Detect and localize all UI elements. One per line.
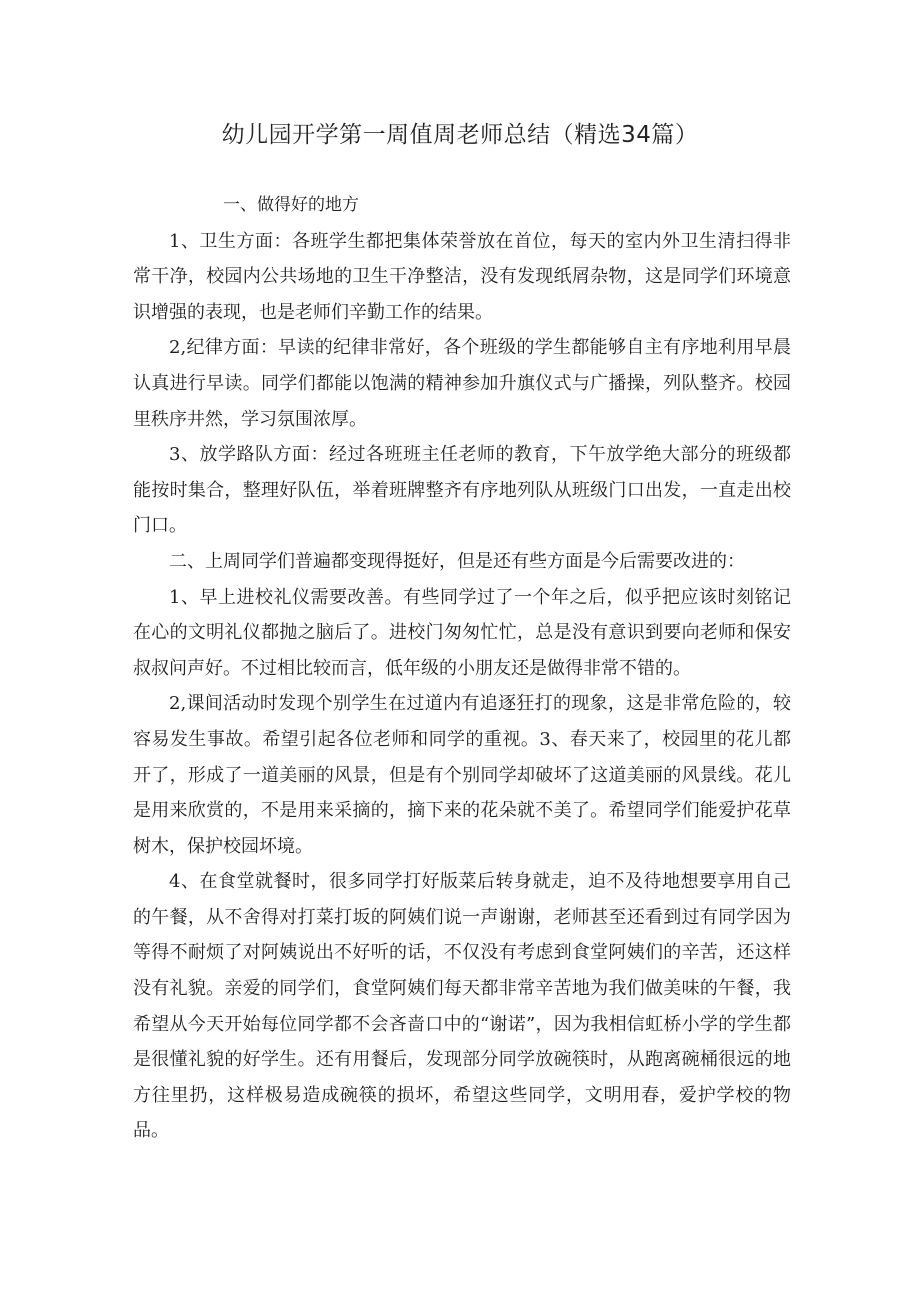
document-title: 幼儿园开学第一周值周老师总结（精选34篇） xyxy=(221,122,699,148)
paragraph-canteen: 4、在食堂就餐时，很多同学打好版菜后转身就走，迫不及待地想要享用自己的午餐，从不舍得对打菜打坂的阿姨们说一声谢谢，老师甚至还看到过有同学因为等得不耐烦了对阿姨说出不好听的话，不仅没有考虑到食堂阿姨们的辛苦，还这样没有礼貌。亲爱的同学们，食堂阿姨们每天都非常辛苦地为我们做美味的午餐，我希望从今天开始每位同学都不会吝啬口中的“谢诺”，因为我相信虹桥小学的学生都是很懂礼貌的好学生。还有用餐后，发现部分同学放碗筷时，从跑离碗桶很远的地方往里扔，这样极易造成碗筷的损坏，希望这些同学，文明用春，爱护学校的物品。 xyxy=(133,871,791,1142)
document-body xyxy=(133,188,791,1149)
paragraph-hygiene: 1、卫生方面：各班学生都把集体荣誉放在首位，每天的室内外卫生清扫得非常干净，校园内公共场地的卫生干净整洁，没有发现纸屑杂物，这是同学们环境意识增强的表现，也是老师们辛勤工作的结果。 xyxy=(133,230,791,323)
paragraph-discipline: 2,纪律方面：早读的纪律非常好，各个班级的学生都能够自主有序地利用早晨认真进行早读。同学们都能以饱满的精神参加升旗仪式与广播操，列队整齐。校园里秩序井然，学习氛围浓厚。 xyxy=(133,337,791,430)
paragraph-recess: 2,课间活动时发现个别学生在过道内有追逐狂打的现象，这是非常危险的，较容易发生事故。希望引起各位老师和同学的重视。3、春天来了，校园里的花儿都开了，形成了一道美丽的风景，但是有个别同学却破坏了这道美丽的风景线。花儿是用来欣赏的，不是用来采摘的，摘下来的花朵就不美了。希望同学们能爱护花草树木，保护校园坏境。 xyxy=(133,693,791,857)
paragraph-etiquette: 1、早上进校礼仪需要改善。有些同学过了一个年之后，似乎把应该时刻铭记在心的文明礼仪都抛之脑后了。进校门匆匆忙忙，总是没有意识到要向老师和保安叔叔问声好。不过相比较而言，低年级的小朋友还是做得非常不错的。 xyxy=(133,586,791,679)
section-heading-improve: 二、上周同学们普遍都变现得挺好，但是还有些方面是今后需要改进的： xyxy=(169,550,745,572)
section-heading-good: 一、做得好的地方 xyxy=(223,195,359,215)
paragraph-dismissal: 3、放学路队方面：经过各班班主任老师的教育，下午放学绝大部分的班级都能按时集合，整理好队伍，举着班牌整齐有序地列队从班级门口出发，一直走出校门口。 xyxy=(133,444,791,537)
